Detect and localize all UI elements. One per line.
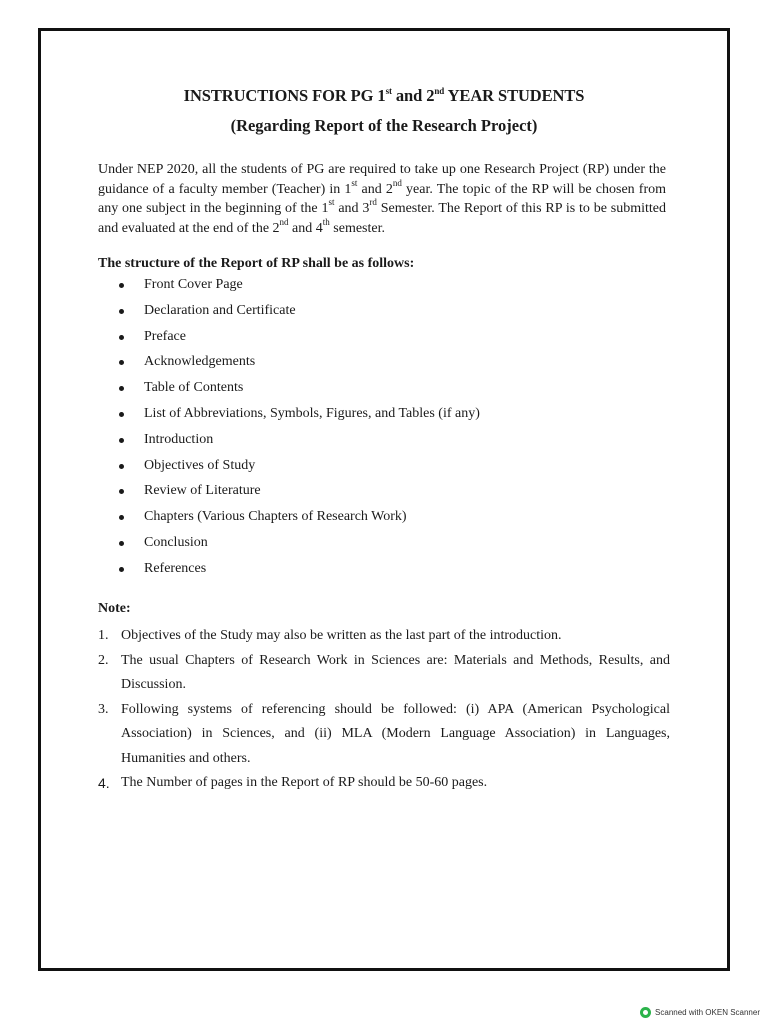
intro-sup-1: st <box>351 177 358 188</box>
list-item <box>98 351 480 377</box>
page-subtitle: (Regarding Report of the Research Project) <box>230 116 538 135</box>
note-number: 2. <box>98 652 109 668</box>
structure-list <box>98 274 480 584</box>
list-item-label: Acknowledgements <box>144 354 256 370</box>
notes-list <box>98 624 670 796</box>
intro-text-7: semester. <box>329 220 385 236</box>
title-text-part2: and 2 <box>391 86 435 105</box>
structure-heading: The structure of the Report of RP shall be as follows: <box>98 256 415 271</box>
list-item <box>98 480 480 506</box>
bullet-icon <box>119 309 124 314</box>
list-item-label: Preface <box>144 328 186 344</box>
intro-text-4: and 3 <box>334 201 370 216</box>
list-item <box>98 377 480 403</box>
intro-paragraph <box>98 160 666 238</box>
list-item-label: Introduction <box>144 431 214 447</box>
list-item-label: Review of Literature <box>144 483 261 499</box>
bullet-icon <box>119 412 124 417</box>
note-text: Objectives of the Study may also be written as the last part of the introduction. <box>121 628 562 643</box>
bullet-icon <box>119 515 124 520</box>
scanner-watermark <box>640 1007 760 1018</box>
intro-text-6: and 4 <box>288 220 323 236</box>
list-item-label: Conclusion <box>144 534 208 550</box>
intro-sup-6: th <box>322 216 330 227</box>
scanner-label: Scanned with OKEN Scanner <box>655 1008 760 1017</box>
bullet-icon <box>119 567 124 572</box>
bullet-icon <box>119 360 124 365</box>
list-item <box>98 455 480 481</box>
note-item <box>98 649 670 698</box>
list-item <box>98 326 480 352</box>
bullet-icon <box>119 541 124 546</box>
bullet-icon <box>119 464 124 469</box>
note-item <box>98 624 670 649</box>
list-item-label: Table of Contents <box>144 380 244 396</box>
bullet-icon <box>119 386 124 391</box>
title-sup-nd: nd <box>434 85 445 96</box>
list-item <box>98 429 480 455</box>
intro-text-3: year. The topic of the RP will be chosen from any one subject in the beginning of the 1 <box>98 181 666 216</box>
note-text: Following systems of referencing should be followed: (i) APA (American Psychological Association) in Sciences, and (ii) MLA (Modern Language Association) in Languages, Humanities and others. <box>121 701 670 766</box>
list-item <box>98 403 480 429</box>
list-item-label: References <box>144 560 207 576</box>
intro-text-2: and 2 <box>357 181 393 197</box>
list-item <box>98 558 480 584</box>
list-item <box>98 300 480 326</box>
intro-text-1: Under NEP 2020, all the students of PG are required to take up one Research Project (RP) under the guidance of a faculty member (Teacher) in 1 <box>98 162 666 197</box>
list-item-label: Declaration and Certificate <box>144 302 296 318</box>
bullet-icon <box>119 335 124 340</box>
intro-sup-5: nd <box>279 216 289 227</box>
note-text: The usual Chapters of Research Work in Sciences are: Materials and Methods, Results, and Discussion. <box>121 652 670 692</box>
intro-sup-2: nd <box>392 177 402 188</box>
bullet-icon <box>119 489 124 494</box>
list-item <box>98 274 480 300</box>
bullet-icon <box>119 438 124 443</box>
note-item <box>98 771 670 796</box>
title-sup-st: st <box>385 85 392 96</box>
note-text: The Number of pages in the Report of RP should be 50-60 pages. <box>121 775 488 790</box>
note-item <box>98 698 670 772</box>
title-text-part1: INSTRUCTIONS FOR PG 1 <box>183 86 386 105</box>
list-item-label: Front Cover Page <box>144 277 243 292</box>
list-item <box>98 506 480 532</box>
list-item-label: Objectives of Study <box>144 457 256 473</box>
note-number: 1. <box>98 628 109 643</box>
intro-text-5: Semester. The Report of this RP is to be submitted and evaluated at the end of the 2 <box>98 201 666 236</box>
note-number: 4. <box>98 775 110 791</box>
bullet-icon <box>119 283 124 288</box>
list-item-label: Chapters (Various Chapters of Research Work) <box>144 509 407 525</box>
oken-scanner-logo-icon <box>640 1007 651 1018</box>
note-number: 3. <box>98 701 109 717</box>
title-text-part3: YEAR STUDENTS <box>444 86 585 105</box>
intro-sup-3: st <box>328 197 335 208</box>
page-title <box>0 86 768 106</box>
note-heading: Note: <box>98 601 131 616</box>
list-item-label: List of Abbreviations, Symbols, Figures, and Tables (if any) <box>144 405 480 421</box>
list-item <box>98 532 480 558</box>
intro-sup-4: rd <box>369 197 377 208</box>
